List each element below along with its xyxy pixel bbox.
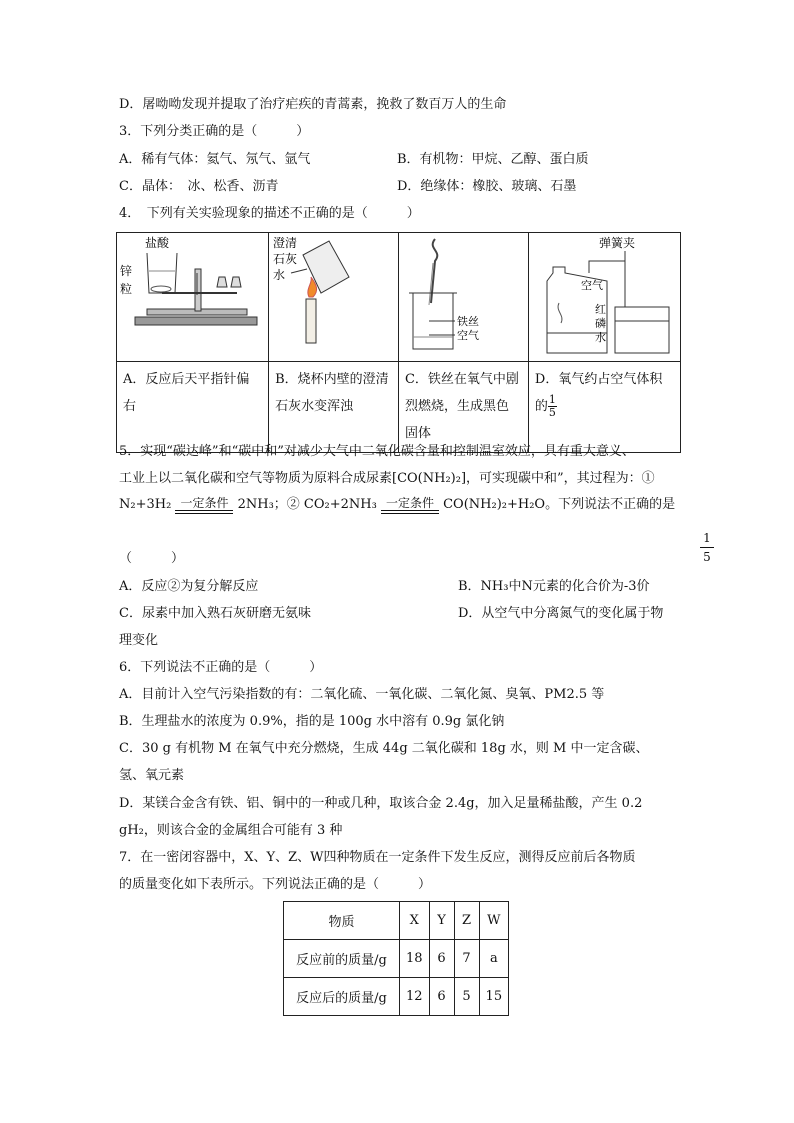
q3-option-d: D．绝缘体：橡胶、玻璃、石墨	[397, 179, 577, 194]
label-hydrochloric-acid: 盐酸	[145, 236, 170, 250]
table-header-row	[284, 902, 509, 940]
q4-option-d	[528, 362, 680, 453]
label-zinc-2: 粒	[120, 282, 133, 296]
label-limewater: 水	[273, 268, 286, 282]
q5-option-a: A．反应②为复分解反应	[119, 579, 259, 594]
q4-stem: 4． 下列有关实验现象的描述不正确的是（ ）	[119, 206, 420, 221]
candle-figure	[269, 233, 399, 362]
fraction-one-fifth: $\frac{1}{5}$	[548, 393, 556, 419]
table-cell: 6	[429, 940, 454, 978]
label-spring-clip: 弹簧夹	[598, 236, 635, 250]
table-header: 物质	[284, 902, 400, 940]
q7-mass-table	[283, 901, 509, 1016]
candle-diagram	[269, 233, 397, 357]
q4-option-c: C．铁丝在氧气中剧烈燃烧，生成黑色固体	[398, 362, 528, 453]
page-number	[700, 530, 714, 565]
phosphorus-diagram	[529, 233, 679, 357]
table-row	[284, 978, 509, 1016]
balance-figure	[117, 233, 269, 362]
q7-line2: 的质量变化如下表所示。下列说法正确的是（ ）	[119, 877, 432, 892]
table-cell: 15	[479, 978, 509, 1016]
label-iron-wire: 铁丝	[456, 315, 479, 328]
label-red: 红	[594, 303, 606, 316]
label-air-2: 空气	[580, 279, 603, 292]
q4-experiment-table	[116, 232, 681, 453]
table-cell: 反应前的质量/g	[284, 940, 400, 978]
balance-diagram	[117, 233, 267, 357]
q5-option-b: B．NH₃中N元素的化合价为-3价	[458, 579, 650, 594]
table-header: Y	[429, 902, 454, 940]
q6-stem: 6．下列说法不正确的是（ ）	[119, 660, 323, 675]
q3-stem: 3．下列分类正确的是（ ）	[119, 124, 310, 139]
q6-option-c-cont: 氢、氧元素	[119, 768, 185, 783]
label-zinc-1: 锌	[120, 264, 133, 278]
q5-line1: 5．实现“碳达峰”和“碳中和”对减少大气中二氧化碳含量和控制温室效应，具有重大意义、	[119, 444, 635, 459]
q5-option-d-cont: 理变化	[119, 633, 159, 648]
eq1-right: 2NH₃；② CO₂+2NH₃	[237, 497, 377, 512]
q3-option-a: A．稀有气体：氦气、氖气、氩气	[119, 152, 311, 167]
eq2-arrow: 一定条件	[381, 497, 439, 514]
phosphorus-figure	[528, 233, 680, 362]
q4-option-a: A．反应后天平指针偏右	[117, 362, 269, 453]
q6-option-b: B．生理盐水的浓度为 0.9%，指的是 100g 水中溶有 0.9g 氯化钠	[119, 714, 505, 729]
q5-equations	[119, 496, 675, 514]
q5-option-d: D．从空气中分离氮气的变化属于物	[458, 606, 664, 621]
label-air: 空气	[456, 329, 479, 342]
eq1-left: N₂+3H₂	[119, 497, 172, 512]
q6-option-c: C．30 g 有机物 M 在氧气中充分燃烧，生成 44g 二氧化碳和 18g 水，则 M 中一定含碳、	[119, 741, 649, 756]
table-header: W	[479, 902, 509, 940]
page-number-total: 5	[703, 550, 711, 564]
eq1-arrow: 一定条件	[175, 497, 233, 514]
q2-option-d: D．屠呦呦发现并提取了治疗疟疾的青蒿素，挽救了数百万人的生命	[119, 97, 507, 112]
table-cell: 反应后的质量/g	[284, 978, 400, 1016]
table-cell: 6	[429, 978, 454, 1016]
q5-paren: （ ）	[119, 551, 185, 566]
iron-wire-figure	[398, 233, 528, 362]
table-header: Z	[454, 902, 479, 940]
eq2-right: CO(NH₂)₂+H₂O。下列说法不正确的是	[443, 497, 676, 512]
page-number-current: 1	[703, 531, 711, 545]
label-water: 水	[594, 331, 606, 344]
table-row	[284, 940, 509, 978]
q5-line2: 工业上以二氧化碳和空气等物质为原料合成尿素[CO(NH₂)₂]，可实现碳中和”，其过程为：①	[119, 471, 655, 486]
table-cell: 7	[454, 940, 479, 978]
q6-option-d: D．某镁合金含有铁、铝、铜中的一种或几种，取该合金 2.4g，加入足量稀盐酸，产生 0.2	[119, 796, 643, 811]
iron-wire-diagram	[399, 233, 527, 357]
q4-option-d-text: D．氧气约占空气体积的	[534, 372, 663, 414]
label-clear-1: 澄清	[273, 236, 298, 250]
table-cell: 5	[454, 978, 479, 1016]
label-clear-2: 石灰	[273, 252, 298, 266]
q4-option-b: B．烧杯内壁的澄清石灰水变浑浊	[269, 362, 399, 453]
q5-option-c: C．尿素中加入熟石灰研磨无氨味	[119, 606, 311, 621]
q3-option-b: B．有机物：甲烷、乙醇、蛋白质	[397, 152, 589, 167]
label-phosphorus: 磷	[594, 317, 606, 330]
table-cell: a	[479, 940, 509, 978]
table-header: X	[400, 902, 430, 940]
q6-option-d-cont: gH₂，则该合金的金属组合可能有 3 种	[119, 823, 343, 838]
q6-option-a: A．目前计入空气污染指数的有：二氧化硫、一氧化碳、二氧化氮、臭氧、PM2.5 等	[119, 687, 605, 702]
table-cell: 18	[400, 940, 430, 978]
table-cell: 12	[400, 978, 430, 1016]
q7-line1: 7．在一密闭容器中，X、Y、Z、W四种物质在一定条件下发生反应，测得反应前后各物质	[119, 850, 636, 865]
q3-option-c: C．晶体： 冰、松香、沥青	[119, 179, 279, 194]
